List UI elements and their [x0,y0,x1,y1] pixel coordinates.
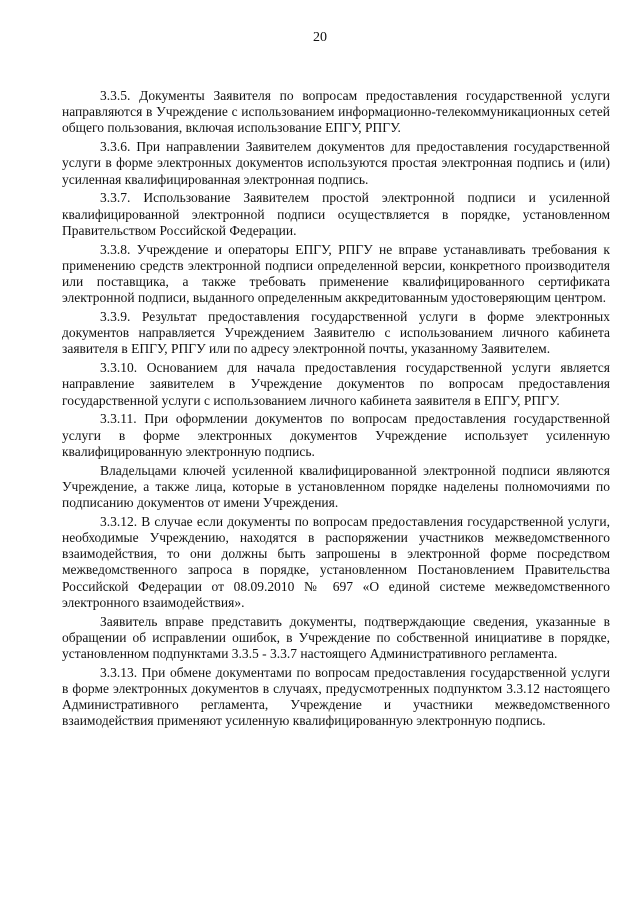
paragraph-3-3-5: 3.3.5. Документы Заявителя по вопросам предоставления государственной услуги направляются в Учреждение с использованием информационно-телекоммуникационных сетей общего пользования, включая использование ЕПГУ, РПГУ. [62,88,610,136]
paragraph-3-3-9: 3.3.9. Результат предоставления государственной услуги в форме электронных документов направляется Учреждением Заявителю с использованием личного кабинета заявителя в ЕПГУ, РПГУ или по адресу электронной почты, указанному Заявителем. [62,309,610,357]
paragraph-key-owners: Владельцами ключей усиленной квалифицированной электронной подписи являются Учреждение, а также лица, которые в установленном порядке наделены полномочиями по подписанию документов от имени Учреждения. [62,462,610,511]
paragraph-applicant-right: Заявитель вправе представить документы, подтверждающие сведения, указанные в обращении об исправлении ошибок, в Учреждение по собственной инициативе в порядке, установленном подпунктами 3.3.5 - 3.3.7 настоящего Административного регламента. [62,613,610,662]
paragraph-3-3-10: 3.3.10. Основанием для начала предоставления государственной услуги является направление заявителем в Учреждение документов по вопросам предоставления государственной услуги с использованием личного кабинета заявителя в ЕПГУ, РПГУ. [62,360,610,408]
page-number: 20 [313,30,327,45]
document-body [62,88,610,730]
paragraph-3-3-13: 3.3.13. При обмене документами по вопросам предоставления государственной услуги в форме электронных документов в случаях, предусмотренных подпунктом 3.3.12 настоящего Административного регламента, Учреждение и участники межведомственного взаимодействия применяют усиленную квалифицированную электронную подпись. [62,664,610,729]
paragraph-3-3-11: 3.3.11. При оформлении документов по вопросам предоставления государственной услуги в форме электронных документов Учреждение использует усиленную квалифицированную электронную подпись. [62,411,610,459]
paragraph-3-3-6: 3.3.6. При направлении Заявителем документов для предоставления государственной услуги в форме электронных документов используются простая электронная подпись и (или) усиленная квалифицированная электронная подпись. [62,139,610,187]
paragraph-3-3-7: 3.3.7. Использование Заявителем простой электронной подписи и усиленной квалифицированной электронной подписи осуществляется в порядке, установленном Правительством Российской Федерации. [62,190,610,238]
paragraph-3-3-8: 3.3.8. Учреждение и операторы ЕПГУ, РПГУ не вправе устанавливать требования к применению средств электронной подписи определенной версии, конкретного производителя или поставщика, а также требовать применение квалифицированного сертификата электронной подписи, выданного определенным аккредитованным удостоверяющим центром. [62,241,610,306]
paragraph-3-3-12: 3.3.12. В случае если документы по вопросам предоставления государственной услуги, необходимые Учреждению, находятся в распоряжении участников межведомственного взаимодействия, то они должны быть запрошены в электронной форме посредством межведомственного запроса в порядке, установленном Постановлением Правительства Российской Федерации от 08.09.2010 № 697 «О единой системе межведомственного электронного взаимодействия». [62,513,610,610]
